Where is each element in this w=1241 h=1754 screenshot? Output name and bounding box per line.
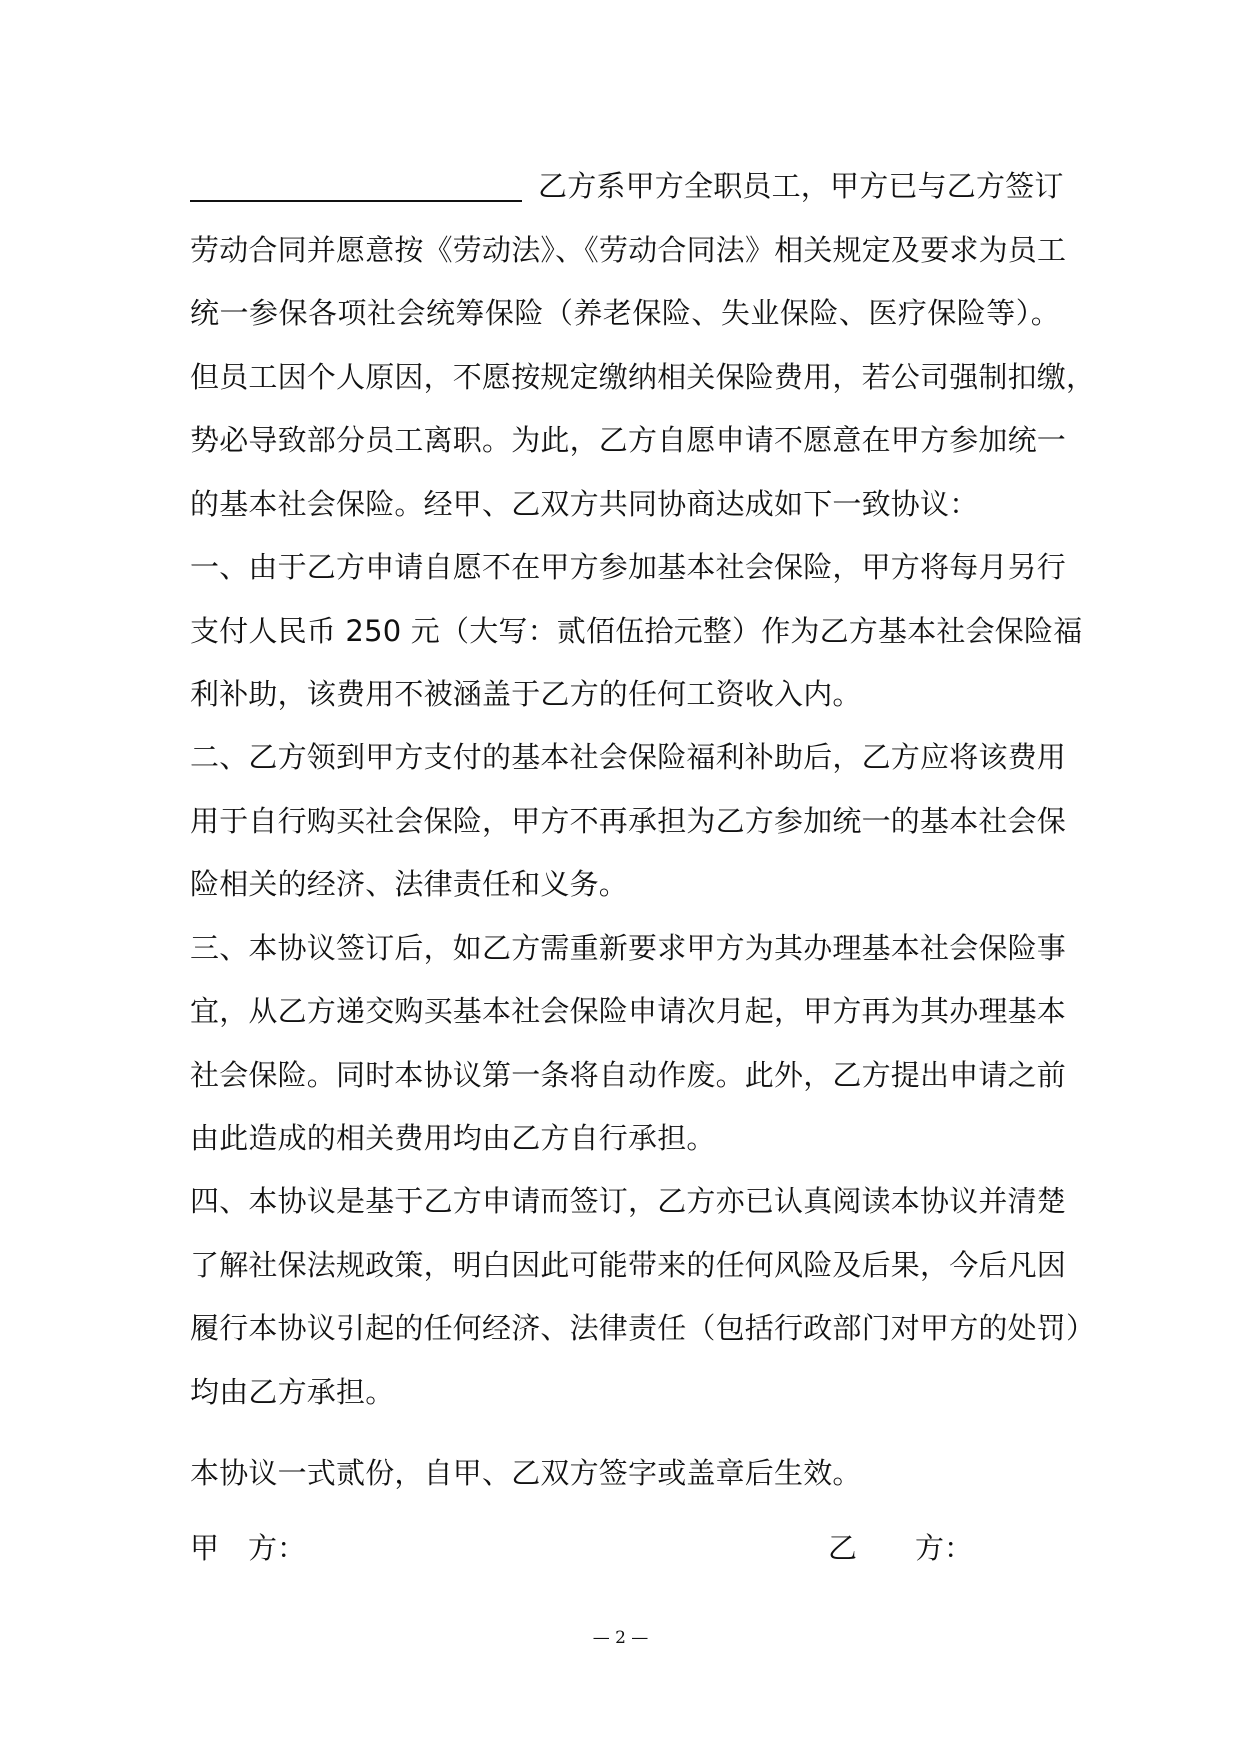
clause-4-line-4: 均由乙方承担。 <box>190 1375 395 1409</box>
clause-2-line-3: 险相关的经济、法律责任和义务。 <box>190 867 629 901</box>
clause-1-line-2: 支付人民币 250 元（大写：贰佰伍拾元整）作为乙方基本社会保险福 <box>190 614 1083 648</box>
clause-4-line-1: 四、本协议是基于乙方申请而签订，乙方亦已认真阅读本协议并清楚 <box>190 1184 1067 1218</box>
clause-3-line-2: 宜，从乙方递交购买基本社会保险申请次月起，甲方再为其办理基本 <box>190 994 1067 1028</box>
effective-clause: 本协议一式贰份，自甲、乙双方签字或盖章后生效。 <box>190 1456 862 1490</box>
clause-2-line-1: 二、乙方领到甲方支付的基本社会保险福利补助后，乙方应将该费用 <box>190 740 1067 774</box>
clause-3-line-3: 社会保险。同时本协议第一条将自动作废。此外，乙方提出申请之前 <box>190 1058 1067 1092</box>
clause-1-line-3: 利补助，该费用不被涵盖于乙方的任何工资收入内。 <box>190 677 862 711</box>
body-line-1: 劳动合同并愿意按《劳动法》、《劳动合同法》相关规定及要求为员工 <box>190 233 1067 267</box>
clause-4-line-2: 了解社保法规政策，明白因此可能带来的任何风险及后果，今后凡因 <box>190 1248 1067 1282</box>
name-blank-underline <box>190 200 522 202</box>
clause-3-line-4: 由此造成的相关费用均由乙方自行承担。 <box>190 1121 716 1155</box>
party-a-signature-label: 甲 方： <box>190 1531 307 1565</box>
page-number: — 2 — <box>592 1628 649 1648</box>
body-line-3: 但员工因个人原因，不愿按规定缴纳相关保险费用，若公司强制扣缴， <box>190 360 1096 394</box>
body-line-4: 势必导致部分员工离职。为此，乙方自愿申请不愿意在甲方参加统一 <box>190 423 1067 457</box>
clause-3-line-1: 三、本协议签订后，如乙方需重新要求甲方为其办理基本社会保险事 <box>190 931 1067 965</box>
party-b-signature-label: 乙 方： <box>828 1531 974 1565</box>
opening-line <box>190 166 1064 206</box>
clause-1-line-1: 一、由于乙方申请自愿不在甲方参加基本社会保险，甲方将每月另行 <box>190 550 1067 584</box>
body-line-5: 的基本社会保险。经甲、乙双方共同协商达成如下一致协议： <box>190 487 979 521</box>
clause-4-line-3: 履行本协议引起的任何经济、法律责任（包括行政部门对甲方的处罚） <box>190 1311 1096 1345</box>
opening-line-text: 乙方系甲方全职员工，甲方已与乙方签订 <box>538 169 1064 203</box>
body-line-2: 统一参保各项社会统筹保险（养老保险、失业保险、医疗保险等）。 <box>190 296 1060 330</box>
clause-2-line-2: 用于自行购买社会保险，甲方不再承担为乙方参加统一的基本社会保 <box>190 804 1067 838</box>
